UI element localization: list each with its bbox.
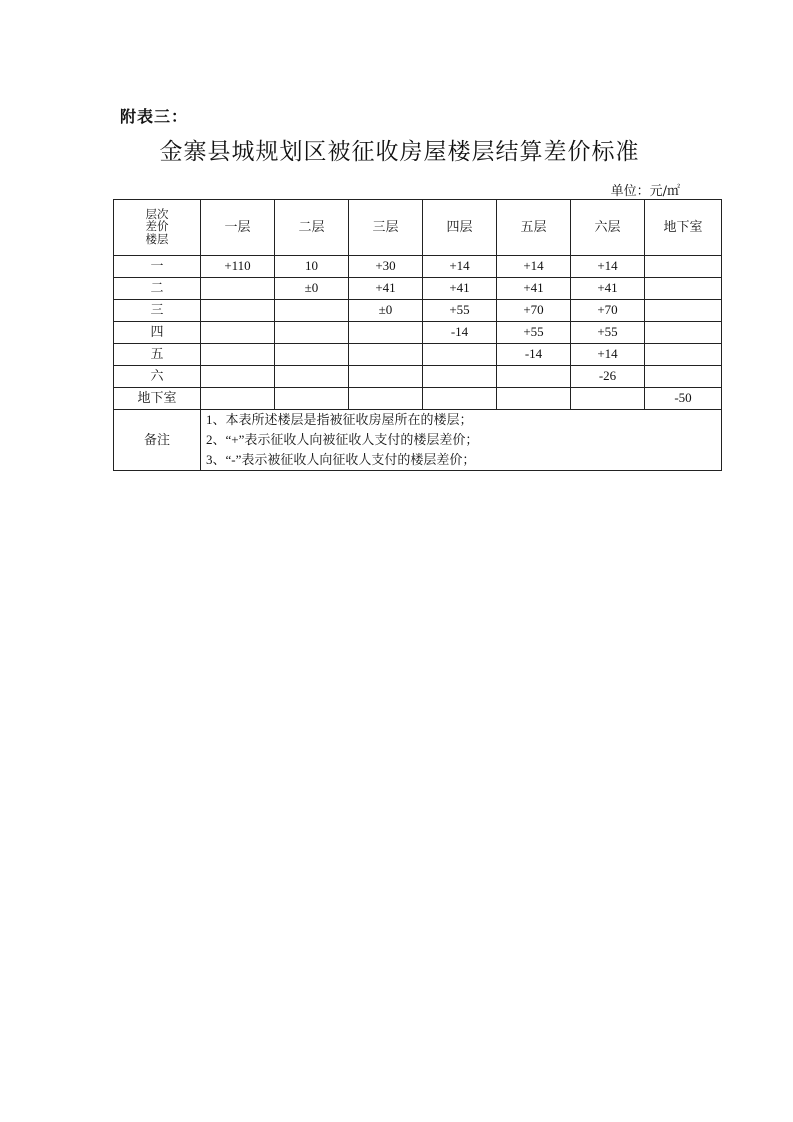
price-cell: +41 <box>423 278 497 300</box>
column-header: 三层 <box>349 200 423 256</box>
appendix-label: 附表三： <box>120 107 189 126</box>
column-header: 地下室 <box>645 200 722 256</box>
price-cell: -50 <box>645 388 722 410</box>
row-floor-label: 三 <box>114 300 201 322</box>
column-header: 四层 <box>423 200 497 256</box>
floor-price-difference-table <box>113 199 722 471</box>
price-cell <box>201 278 275 300</box>
price-cell: +14 <box>571 344 645 366</box>
price-cell <box>201 344 275 366</box>
row-floor-label: 五 <box>114 344 201 366</box>
corner-header-cell <box>114 200 201 256</box>
column-header: 五层 <box>497 200 571 256</box>
table-row <box>114 366 722 388</box>
remark-line: 3、“-”表示被征收人向征收人支付的楼层差价； <box>206 452 476 467</box>
price-cell: +55 <box>497 322 571 344</box>
price-cell: +14 <box>497 256 571 278</box>
table-row <box>114 344 722 366</box>
price-cell: +41 <box>497 278 571 300</box>
remarks-content <box>201 410 722 471</box>
price-cell <box>645 300 722 322</box>
corner-line: 层次 <box>145 208 169 221</box>
table-row <box>114 322 722 344</box>
document-title: 金寨县城规划区被征收房屋楼层结算差价标准 <box>159 139 640 165</box>
price-cell <box>275 322 349 344</box>
price-cell <box>349 344 423 366</box>
corner-line: 差价 <box>145 221 169 234</box>
price-cell: 10 <box>275 256 349 278</box>
table-row <box>114 278 722 300</box>
price-cell <box>423 344 497 366</box>
price-cell <box>645 322 722 344</box>
price-cell <box>497 366 571 388</box>
price-cell <box>645 366 722 388</box>
price-cell: +41 <box>349 278 423 300</box>
price-cell: +14 <box>423 256 497 278</box>
price-cell <box>645 344 722 366</box>
row-floor-label: 六 <box>114 366 201 388</box>
column-header: 二层 <box>275 200 349 256</box>
price-cell <box>201 322 275 344</box>
price-cell <box>275 366 349 388</box>
price-cell: ±0 <box>349 300 423 322</box>
price-cell: +70 <box>571 300 645 322</box>
price-cell: -26 <box>571 366 645 388</box>
price-cell <box>201 388 275 410</box>
price-cell: +41 <box>571 278 645 300</box>
price-cell <box>423 388 497 410</box>
price-cell: ±0 <box>275 278 349 300</box>
price-cell: -14 <box>423 322 497 344</box>
price-cell <box>645 256 722 278</box>
price-cell: +30 <box>349 256 423 278</box>
price-cell: +14 <box>571 256 645 278</box>
price-cell <box>497 388 571 410</box>
table-header-row <box>114 200 722 256</box>
column-header: 六层 <box>571 200 645 256</box>
corner-line: 楼层 <box>145 233 169 246</box>
price-cell: +55 <box>571 322 645 344</box>
row-floor-label: 地下室 <box>114 388 201 410</box>
row-floor-label: 四 <box>114 322 201 344</box>
price-cell <box>423 366 497 388</box>
column-header: 一层 <box>201 200 275 256</box>
price-cell: +55 <box>423 300 497 322</box>
table-row <box>114 388 722 410</box>
price-cell <box>275 300 349 322</box>
remark-line: 1、本表所述楼层是指被征收房屋所在的楼层； <box>206 412 473 427</box>
price-cell: +70 <box>497 300 571 322</box>
row-floor-label: 二 <box>114 278 201 300</box>
row-floor-label: 一 <box>114 256 201 278</box>
remark-line: 2、“+”表示征收人向被征收人支付的楼层差价； <box>206 432 479 447</box>
remarks-label: 备注 <box>114 410 201 471</box>
price-cell <box>571 388 645 410</box>
price-cell <box>201 300 275 322</box>
price-cell <box>275 344 349 366</box>
price-cell: -14 <box>497 344 571 366</box>
table-row <box>114 300 722 322</box>
price-cell <box>201 366 275 388</box>
table-row <box>114 256 722 278</box>
price-cell <box>275 388 349 410</box>
price-cell <box>349 388 423 410</box>
price-cell <box>349 322 423 344</box>
price-cell: +110 <box>201 256 275 278</box>
price-cell <box>349 366 423 388</box>
unit-label: 单位：元/㎡ <box>610 184 680 199</box>
price-cell <box>645 278 722 300</box>
remarks-row <box>114 410 722 471</box>
